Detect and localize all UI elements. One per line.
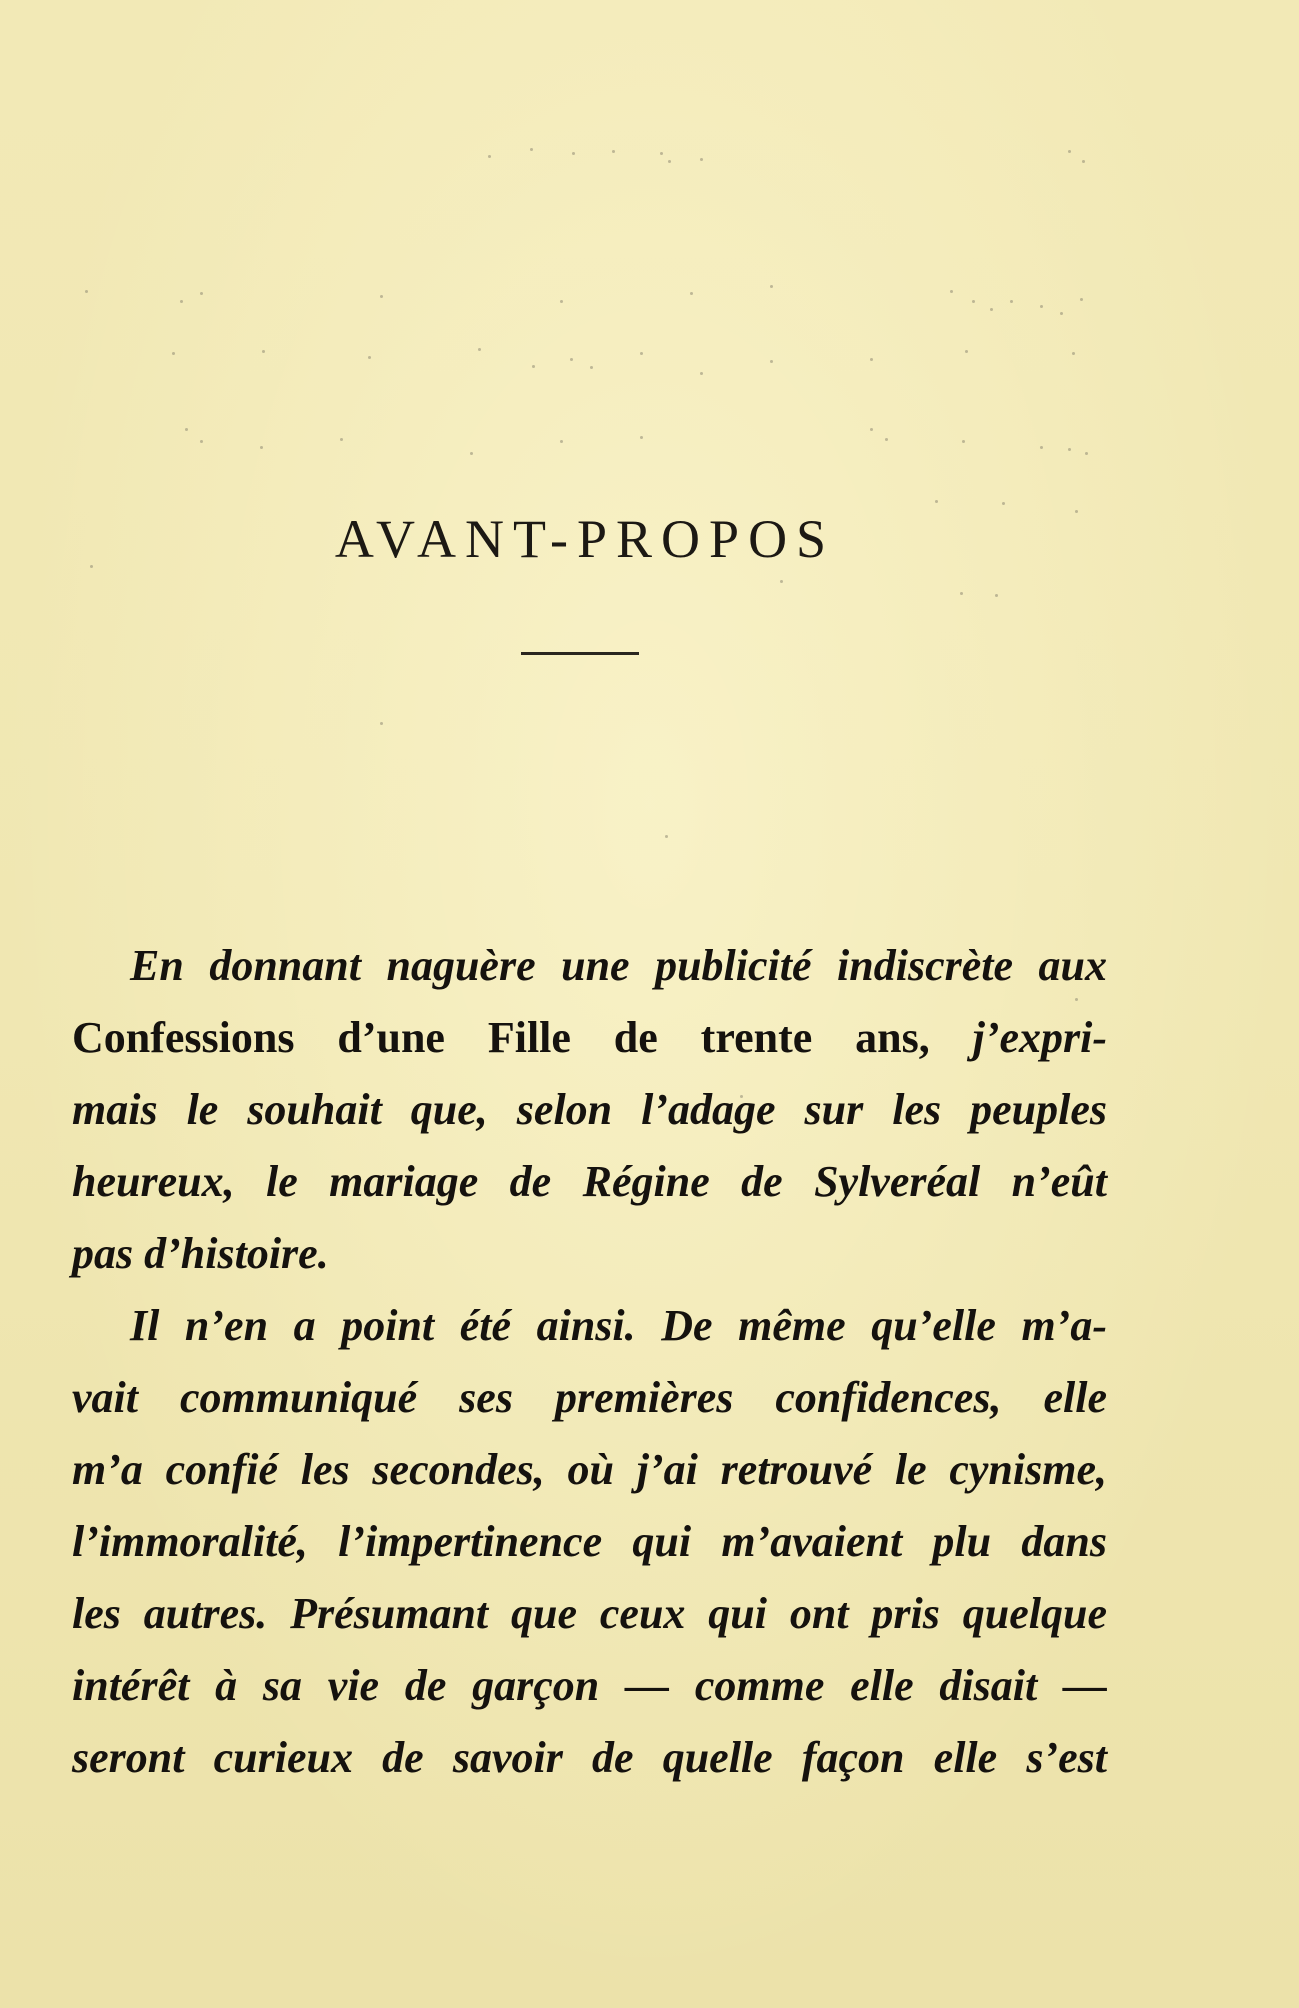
paper-speck xyxy=(1080,298,1083,301)
text-run: pas d’histoire. xyxy=(72,1229,329,1278)
paper-speck xyxy=(1068,150,1071,153)
text-line xyxy=(72,930,1107,1002)
paper-speck xyxy=(85,290,88,293)
paper-speck xyxy=(260,446,263,449)
text-line xyxy=(72,1578,1107,1650)
paper-speck xyxy=(470,452,473,455)
paper-speck xyxy=(200,292,203,295)
paper-speck xyxy=(665,835,668,838)
paper-speck xyxy=(380,722,383,725)
paper-speck xyxy=(972,300,975,303)
paper-speck xyxy=(660,152,663,155)
paper-speck xyxy=(560,440,563,443)
text-line xyxy=(72,1434,1107,1506)
paper-speck xyxy=(530,148,533,151)
text-run: heureux, le mariage de Régine de Sylveréal n’eût xyxy=(72,1157,1107,1206)
text-run: vait communiqué ses premières confidences, elle xyxy=(72,1373,1107,1422)
paper-speck xyxy=(185,428,188,431)
body-text xyxy=(72,930,1107,1794)
paper-speck xyxy=(990,308,993,311)
paper-speck xyxy=(870,358,873,361)
paper-speck xyxy=(770,285,773,288)
book-title-run: Confessions d’une Fille de trente ans, xyxy=(72,1013,973,1062)
paper-speck xyxy=(200,440,203,443)
paper-speck xyxy=(1040,305,1043,308)
paper-speck xyxy=(590,366,593,369)
paper-speck xyxy=(1040,446,1043,449)
paragraph-1 xyxy=(72,930,1107,1290)
paper-speck xyxy=(340,438,343,441)
text-line xyxy=(72,1650,1107,1722)
paper-speck xyxy=(262,350,265,353)
text-line xyxy=(72,1218,1107,1290)
text-line xyxy=(72,1074,1107,1146)
paper-speck xyxy=(380,295,383,298)
text-line xyxy=(72,1290,1107,1362)
paper-speck xyxy=(960,592,963,595)
paper-speck xyxy=(172,352,175,355)
text-line xyxy=(72,1506,1107,1578)
paper-speck xyxy=(950,290,953,293)
text-line xyxy=(72,1722,1107,1794)
paper-speck xyxy=(1072,352,1075,355)
paper-speck xyxy=(965,350,968,353)
paper-speck xyxy=(1068,448,1071,451)
page-title: AVANT-PROPOS xyxy=(334,509,836,569)
paper-speck xyxy=(935,500,938,503)
paper-speck xyxy=(572,152,575,155)
text-line xyxy=(72,1146,1107,1218)
paper-speck xyxy=(1082,160,1085,163)
paper-speck xyxy=(640,436,643,439)
paper-speck xyxy=(612,150,615,153)
paper-speck xyxy=(700,158,703,161)
text-run: l’immoralité, l’impertinence qui m’avaient plu dans xyxy=(72,1517,1107,1566)
paper-speck xyxy=(995,594,998,597)
text-run: seront curieux de savoir de quelle façon elle s’est xyxy=(72,1733,1107,1782)
title-rule xyxy=(521,652,639,655)
paper-speck xyxy=(1010,300,1013,303)
paper-speck xyxy=(488,155,491,158)
text-run: les autres. Présumant que ceux qui ont pris quelque xyxy=(72,1589,1107,1638)
paper-speck xyxy=(640,352,643,355)
paper-speck xyxy=(1060,312,1063,315)
paper-speck xyxy=(690,292,693,295)
paper-speck xyxy=(870,428,873,431)
paper-speck xyxy=(668,160,671,163)
text-run: En donnant naguère une publicité indiscrète aux xyxy=(130,941,1107,990)
paper-speck xyxy=(962,440,965,443)
text-run: mais le souhait que, selon l’adage sur les peuples xyxy=(72,1085,1107,1134)
paper-speck xyxy=(1085,452,1088,455)
paper-speck xyxy=(700,372,703,375)
text-run: Il n’en a point été ainsi. De même qu’elle m’a- xyxy=(130,1301,1107,1350)
text-line xyxy=(72,1362,1107,1434)
paper-speck xyxy=(570,358,573,361)
paper-speck xyxy=(1002,502,1005,505)
text-run: j’expri- xyxy=(972,1013,1107,1062)
paper-speck xyxy=(770,360,773,363)
paper-speck xyxy=(478,348,481,351)
paragraph-2 xyxy=(72,1290,1107,1794)
text-line xyxy=(72,1002,1107,1074)
paper-speck xyxy=(180,300,183,303)
text-run: m’a confié les secondes, où j’ai retrouvé le cynisme, xyxy=(72,1445,1107,1494)
text-run: intérêt à sa vie de garçon — comme elle disait — xyxy=(72,1661,1107,1710)
paper-speck xyxy=(885,438,888,441)
paper-speck xyxy=(532,365,535,368)
paper-speck xyxy=(368,356,371,359)
paper-speck xyxy=(560,300,563,303)
paper-speck xyxy=(780,580,783,583)
